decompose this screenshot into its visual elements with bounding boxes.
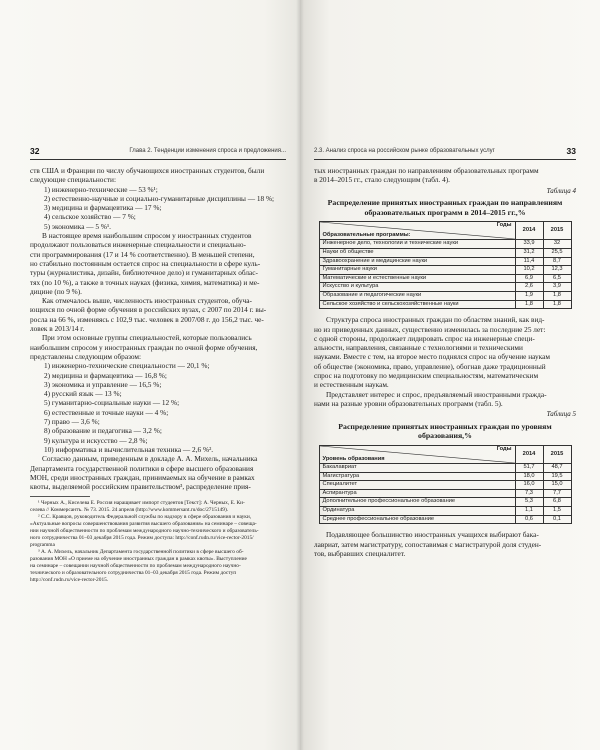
text-line: но из приведенных данных, существенно изменилась за последние 25 лет: [314,324,546,334]
table-row [319,507,571,516]
table-5-title: Распределение принятых иностранных граждан по уровням образования,% [338,421,552,441]
footnote-line: ¹ Черных А., Киселева Е. Россия наращивает импорт студентов [Текст]: А. Черных, Е. Ки- [38,500,245,507]
cell-2014: 10,2 [515,266,543,275]
right-page-header [314,146,576,160]
row-label: Искусство и культура [319,283,515,292]
table-row [319,300,571,309]
list-item: 4) русский язык — 13 %; [44,389,122,399]
text-line: представлены следующим образом: [30,351,142,361]
text-line: но стабильно постоянным остается спрос на специальности в сфере куль- [30,258,261,268]
cell-2014: 18,0 [515,472,543,481]
text-line: тях (по 10 %), а также в точных науках (физика, химия, математика) и ме- [30,277,260,287]
cell-2015: 48,7 [543,464,571,473]
cell-2015: 1,8 [543,300,571,309]
list-item: 10) информатика и вычислительная техника — 2,6 %². [44,444,214,454]
left-list-1 [30,185,286,231]
footnote-line: нии научной общественности по проблемам международного научно-технического и образователь- [30,528,259,535]
cell-2015: 8,7 [543,257,571,266]
row-label: Сельское хозяйство и сельскохозяйственные науки [319,300,515,309]
text-line: квоты, выделяемой российским правительством³, распределение прия- [30,482,251,492]
list-item: 5) гуманитарно-социальные науки — 12 %; [44,398,180,408]
row-label: Магистратура [319,472,515,481]
text-line: и естественным наукам. [314,380,389,390]
text-line: с одной стороны, продолжает лидировать спрос на инженерные специ- [314,333,535,343]
row-label: Дополнительное профессиональное образование [319,498,515,507]
table-5 [319,445,572,524]
cell-2014: 1,9 [515,292,543,301]
cell-2014: 1,1 [515,507,543,516]
table-row [319,283,571,292]
footnote-line: ного сотрудничества 01–03 декабря 2015 года. Режим доступа: http://conf.rudn.ru/vice-rector-2015/ [30,535,254,542]
table-row [319,464,571,473]
text-line: альности, направления, связанные с технологиями и техническими [314,343,523,353]
table-4 [319,221,572,309]
cell-2014: 16,0 [515,481,543,490]
text-line: Структура спроса иностранных граждан по областям знаний, как вид- [326,315,545,325]
row-label: Образование и педагогические науки [319,292,515,301]
cell-2015: 3,9 [543,283,571,292]
text-line: в 2014–2015 гг., стало следующим (табл. 4). [314,175,450,185]
year-header: 2015 [543,222,571,240]
left-footnotes [30,500,286,584]
cell-2015: 6,8 [543,498,571,507]
text-line: росла на 66 %, изменяясь с 102,9 тыс. человек в 2007/08 г. до 156,2 тыс. че- [30,314,264,324]
text-line: ств США и Франции по числу обучающихся иностранных студентов, были [30,166,265,175]
row-label: Аспирантура [319,489,515,498]
cell-2015: 15,0 [543,481,571,490]
table-row [319,472,571,481]
year-header: 2015 [543,446,571,464]
text-line: Согласно данным, приведенным в докладе А. А. Михель, начальника [42,454,258,464]
row-label: Здравоохранение и медицинские науки [319,257,515,266]
cell-2014: 1,8 [515,300,543,309]
table-4-title: Распределение принятых иностранных граждан по направлениям образовательных программ в 2014–2015 гг.,% [327,197,563,217]
footnote-line: http://conf.rudn.ru/vice-rector-2015. [30,577,109,584]
right-page-number: 33 [566,146,576,156]
text-line: лавриат, затем магистратуру, сопоставимая с магистратурой доля студен- [314,539,542,549]
table-row [319,489,571,498]
footnote-line: разования МОН «О приеме на обучение иностранных граждан в рамках квоты». Выступление [30,556,247,563]
left-para-4 [30,333,286,361]
text-line: тых иностранных граждан по направлениям образовательных программ [314,166,539,175]
cell-2015: 6,5 [543,274,571,283]
row-label: Гуманитарные науки [319,266,515,275]
cell-2014: 31,2 [515,249,543,258]
text-line: спрос на подготовку по медицинским специальностям, математическим [314,371,539,381]
table-row [319,257,571,266]
text-line: ющихся по очной форме обучения в российских вузах, с 2007 по 2014 г. вы- [30,305,267,315]
left-list-2 [30,361,286,454]
text-line: Департамента государственной политики в сфере высшего образования [30,463,254,473]
cell-2014: 33,9 [515,240,543,249]
cell-2014: 7,3 [515,489,543,498]
text-line: В настоящее время наибольшим спросом у иностранных студентов [42,231,252,241]
text-line: нами на разные уровни образовательных программ (табл. 5). [314,398,503,408]
text-line: ловек в 2013/14 г. [30,324,85,334]
cell-2015: 19,5 [543,472,571,481]
table-5-caption: Таблица 5 [546,410,576,419]
left-para-2 [30,231,286,296]
right-para-2 [314,315,576,389]
book-spine-shadow [296,0,304,750]
table-header-row [319,446,571,464]
table-row [319,292,571,301]
text-line: туры (журналистика, дизайн, библиотечное дело) и гуманитарных облас- [30,268,258,278]
cell-2014: 51,7 [515,464,543,473]
footnote-line: селева // Коммерсантъ. № 73. 2015. 24 апреля (http://www.kommersant.ru/doc/2715149). [30,507,229,514]
left-page-number: 32 [30,146,40,156]
corner-years-label: Годы [496,222,512,229]
list-item: 2) естественно-научные и социально-гуманитарные дисциплины — 18 %; [44,193,275,203]
year-header: 2014 [515,222,543,240]
right-page [300,0,600,750]
table-header-row [319,222,571,240]
text-line: Подавляющее большинство иностранных учащихся выбирают бака- [326,530,539,540]
list-item: 1) инженерно-технические специальности — 20,1 %; [44,361,210,371]
left-para-3 [30,296,286,333]
text-line: тов, выбравших специалитет. [314,548,406,558]
corner-years-label: Годы [496,446,512,453]
table-corner-cell [319,446,515,464]
right-para-1 [314,166,576,185]
table-row [319,274,571,283]
list-item: 1) инженерно-технические — 53 %¹; [44,184,158,194]
cell-2015: 1,8 [543,292,571,301]
table-row [319,249,571,258]
text-line: При этом основные группы специальностей, которые пользовались [42,333,252,343]
cell-2015: 0,1 [543,515,571,524]
text-line: наибольшим спросом у иностранных граждан по очной форме обучения, [30,342,258,352]
cell-2014: 5,3 [515,498,543,507]
row-label: Среднее профессиональное образование [319,515,515,524]
cell-2014: 2,6 [515,283,543,292]
right-running-head: 2.3. Анализ спроса на российском рынке образовательных услуг [314,148,495,154]
cell-2015: 12,3 [543,266,571,275]
cell-2015: 1,5 [543,507,571,516]
row-label: Бакалавриат [319,464,515,473]
list-item: 3) экономика и управление — 16,5 %; [44,379,162,389]
year-header: 2014 [515,446,543,464]
corner-row-label: Образовательные программы: [322,231,411,238]
left-para-5 [30,454,286,491]
corner-row-label: Уровень образования [322,455,385,462]
footnote-line: на семинаре – совещании научной общественности по проблемам международного научно- [30,563,241,570]
text-line: сти программирования (17 и 14 % соответственно). В меньшей степени, [30,249,255,259]
cell-2015: 32 [543,240,571,249]
list-item: 3) медицина и фармацевтика — 17 %; [44,203,162,213]
left-page-header [30,146,286,160]
table-row [319,266,571,275]
footnote-line: ² С.С. Кравцов, руководитель Федеральной службы по надзору в сфере образования и науки, [38,514,252,521]
right-text-column [314,166,576,558]
text-line: Представляет интерес и спрос, предъявляемый иностранными гражда- [326,389,547,399]
footnote-line: «Актуальные вопросы совершенствования развития высшего образования» на семинаре – совеща- [30,521,257,528]
footnote-line: programma [30,542,55,549]
table-row [319,498,571,507]
list-item: 4) сельское хозяйство — 7 %; [44,212,136,222]
list-item: 7) право — 3,6 %; [44,417,100,427]
table-row [319,515,571,524]
table-row [319,240,571,249]
text-line: МОН, среди иностранных граждан, принимаемых на обучение в рамках [30,472,255,482]
list-item: 5) экономика — 5 %¹. [44,221,111,231]
left-text-column [30,166,286,584]
cell-2014: 11,4 [515,257,543,266]
text-line: продолжают пользоваться инженерные специальности и специально- [30,240,246,250]
cell-2014: 6,9 [515,274,543,283]
footnote-line: ³ А. А. Михель, начальник Департамента государственной политики в сфере высшего об- [38,549,244,556]
table-row [319,481,571,490]
row-label: Ординатура [319,507,515,516]
list-item: 2) медицина и фармацевтика — 16,8 %; [44,370,167,380]
list-item: 6) естественные и точные науки — 4 %; [44,407,169,417]
table-corner-cell [319,222,515,240]
list-item: 8) образование и педагогика — 3,2 %; [44,426,162,436]
cell-2015: 25,5 [543,249,571,258]
right-para-4 [314,530,576,558]
cell-2014: 0,6 [515,515,543,524]
list-item: 9) культура и искусство — 2,8 %; [44,435,148,445]
text-line: следующие специальности: [30,175,116,185]
right-para-3 [314,390,576,409]
text-line: об обществе (экономика, право, управление), обогнав даже традиционный [314,361,546,371]
row-label: Специалитет [319,481,515,490]
text-line: дицине (по 9 %). [30,286,83,296]
left-running-head: Глава 2. Тенденции изменения спроса и предложения... [129,148,286,154]
table-4-caption: Таблица 4 [546,186,576,195]
left-para-1 [30,166,286,185]
row-label: Инженерное дело, технологии и технические науки [319,240,515,249]
footnote-rule [30,496,90,497]
row-label: Математические и естественные науки [319,274,515,283]
row-label: Науки об обществе [319,249,515,258]
cell-2015: 7,7 [543,489,571,498]
footnote-line: технического и образовательного сотрудничества 01–03 декабря 2015 года. Режим доступ [30,570,237,577]
text-line: Как отмечалось выше, численность иностранных студентов, обуча- [42,296,252,306]
text-line: науками. Вместе с тем, на второе место поднялся спрос на обучение наукам [314,352,550,362]
